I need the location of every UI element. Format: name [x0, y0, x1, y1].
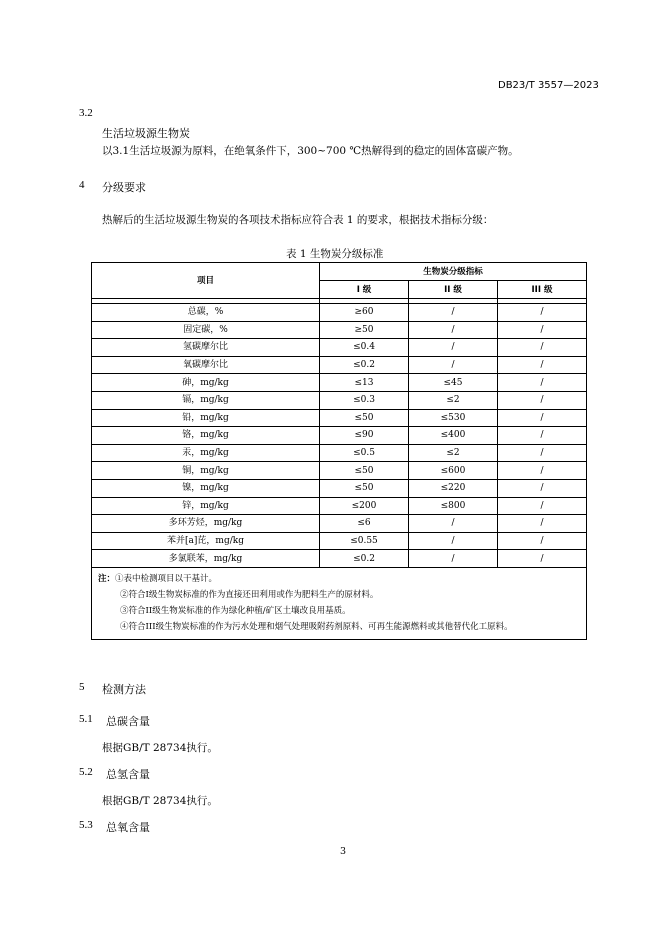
note-line-3: ③符合II级生物炭标准的作为绿化种植/矿区土壤改良用基质。 [120, 605, 351, 616]
cell-grade-2: ≤45 [409, 374, 498, 392]
cell-item: 氢碳摩尔比 [92, 339, 320, 357]
cell-grade-3: / [498, 427, 587, 445]
cell-grade-1: ≤13 [320, 374, 409, 392]
cell-grade-2: / [409, 550, 498, 568]
table-row [92, 462, 587, 480]
section-5-1-text: 根据GB/T 28734执行。 [102, 742, 218, 754]
header-grade-group: 生物炭分级指标 [320, 263, 587, 281]
header-grade-3: III 级 [498, 281, 587, 299]
table-row [92, 427, 587, 445]
table-row [92, 409, 587, 427]
cell-grade-3: / [498, 304, 587, 322]
cell-grade-2: / [409, 321, 498, 339]
cell-grade-2: ≤2 [409, 391, 498, 409]
cell-item: 铜，mg/kg [92, 462, 320, 480]
cell-item: 总碳，% [92, 304, 320, 322]
cell-grade-1: ≤90 [320, 427, 409, 445]
section-5-1-title: 总碳含量 [106, 715, 150, 728]
table-body [92, 304, 587, 568]
table-row [92, 479, 587, 497]
section-5-1-number: 5.1 [79, 713, 93, 725]
cell-grade-2: / [409, 356, 498, 374]
cell-grade-2: / [409, 304, 498, 322]
cell-grade-1: ≤6 [320, 515, 409, 533]
cell-item: 镍，mg/kg [92, 479, 320, 497]
cell-grade-3: / [498, 374, 587, 392]
cell-grade-3: / [498, 444, 587, 462]
cell-item: 砷，mg/kg [92, 374, 320, 392]
cell-grade-1: ≤50 [320, 479, 409, 497]
table-row [92, 532, 587, 550]
note-label: 注： [98, 573, 116, 584]
section-5-2-text: 根据GB/T 28734执行。 [102, 795, 218, 807]
section-4-title: 分级要求 [102, 181, 146, 194]
note-line-4: ④符合III级生物炭标准的作为污水处理和烟气处理吸附药剂原料、可再生能源燃料或其他替代化工原料。 [120, 621, 513, 632]
table-row [92, 550, 587, 568]
table-row [92, 444, 587, 462]
cell-grade-2: ≤600 [409, 462, 498, 480]
cell-grade-2: ≤400 [409, 427, 498, 445]
header-grade-2: II 级 [409, 281, 498, 299]
cell-grade-2: ≤800 [409, 497, 498, 515]
header-item: 项目 [92, 263, 320, 299]
section-5-title: 检测方法 [102, 683, 146, 696]
table-caption: 表 1 生物炭分级标准 [286, 248, 384, 260]
cell-grade-3: / [498, 339, 587, 357]
cell-grade-2: / [409, 532, 498, 550]
cell-grade-2: / [409, 339, 498, 357]
cell-item: 铅，mg/kg [92, 409, 320, 427]
table-row [92, 391, 587, 409]
cell-grade-2: ≤220 [409, 479, 498, 497]
table-row [92, 515, 587, 533]
section-4-number: 4 [79, 179, 85, 191]
cell-grade-3: / [498, 321, 587, 339]
cell-grade-2: ≤2 [409, 444, 498, 462]
section-3-2-number: 3.2 [79, 107, 93, 119]
cell-grade-3: / [498, 462, 587, 480]
cell-grade-1: ≤0.2 [320, 356, 409, 374]
cell-grade-3: / [498, 515, 587, 533]
section-3-2-definition: 以3.1生活垃圾源为原料，在绝氧条件下，300~700 ℃热解得到的稳定的固体富碳产物。 [102, 145, 519, 157]
header-grade-1: I 级 [320, 281, 409, 299]
cell-grade-1: ≤0.3 [320, 391, 409, 409]
note-line-2: ②符合I级生物炭标准的作为直接还田利用或作为肥料生产的原材料。 [120, 589, 379, 600]
grading-standard-table [91, 262, 587, 640]
cell-item: 固定碳，% [92, 321, 320, 339]
cell-item: 锌，mg/kg [92, 497, 320, 515]
cell-grade-1: ≤200 [320, 497, 409, 515]
cell-grade-1: ≤0.4 [320, 339, 409, 357]
cell-grade-1: ≤0.55 [320, 532, 409, 550]
cell-grade-3: / [498, 356, 587, 374]
cell-grade-3: / [498, 391, 587, 409]
cell-item: 汞，mg/kg [92, 444, 320, 462]
cell-grade-2: ≤530 [409, 409, 498, 427]
section-5-3-number: 5.3 [79, 819, 93, 831]
cell-grade-1: ≤50 [320, 409, 409, 427]
cell-item: 苯并[a]芘，mg/kg [92, 532, 320, 550]
cell-grade-2: / [409, 515, 498, 533]
section-5-3-title: 总氧含量 [106, 821, 150, 834]
cell-item: 多氯联苯，mg/kg [92, 550, 320, 568]
cell-grade-1: ≥50 [320, 321, 409, 339]
table-row [92, 304, 587, 322]
cell-grade-3: / [498, 479, 587, 497]
cell-item: 镉，mg/kg [92, 391, 320, 409]
cell-item: 氧碳摩尔比 [92, 356, 320, 374]
table-row [92, 339, 587, 357]
cell-item: 多环芳烃，mg/kg [92, 515, 320, 533]
page-number: 3 [340, 846, 347, 857]
note-text-1: ①表中检测项目以干基计。 [115, 573, 218, 584]
table-row [92, 356, 587, 374]
cell-grade-1: ≥60 [320, 304, 409, 322]
cell-item: 铬，mg/kg [92, 427, 320, 445]
cell-grade-3: / [498, 550, 587, 568]
table-notes [92, 567, 587, 639]
cell-grade-3: / [498, 532, 587, 550]
cell-grade-3: / [498, 497, 587, 515]
section-5-2-number: 5.2 [79, 766, 93, 778]
cell-grade-1: ≤50 [320, 462, 409, 480]
section-3-2-term: 生活垃圾源生物炭 [102, 127, 190, 140]
section-4-intro: 热解后的生活垃圾源生物炭的各项技术指标应符合表 1 的要求，根据技术指标分级： [102, 214, 494, 226]
table-row [92, 321, 587, 339]
note-line-1 [98, 571, 580, 587]
table-row [92, 497, 587, 515]
section-5-2-title: 总氢含量 [106, 768, 150, 781]
section-5-number: 5 [79, 681, 85, 693]
cell-grade-3: / [498, 409, 587, 427]
table-header-row [92, 263, 587, 281]
cell-grade-1: ≤0.5 [320, 444, 409, 462]
document-code: DB23/T 3557—2023 [498, 80, 599, 91]
cell-grade-1: ≤0.2 [320, 550, 409, 568]
table-notes-row [92, 567, 587, 639]
table-row [92, 374, 587, 392]
